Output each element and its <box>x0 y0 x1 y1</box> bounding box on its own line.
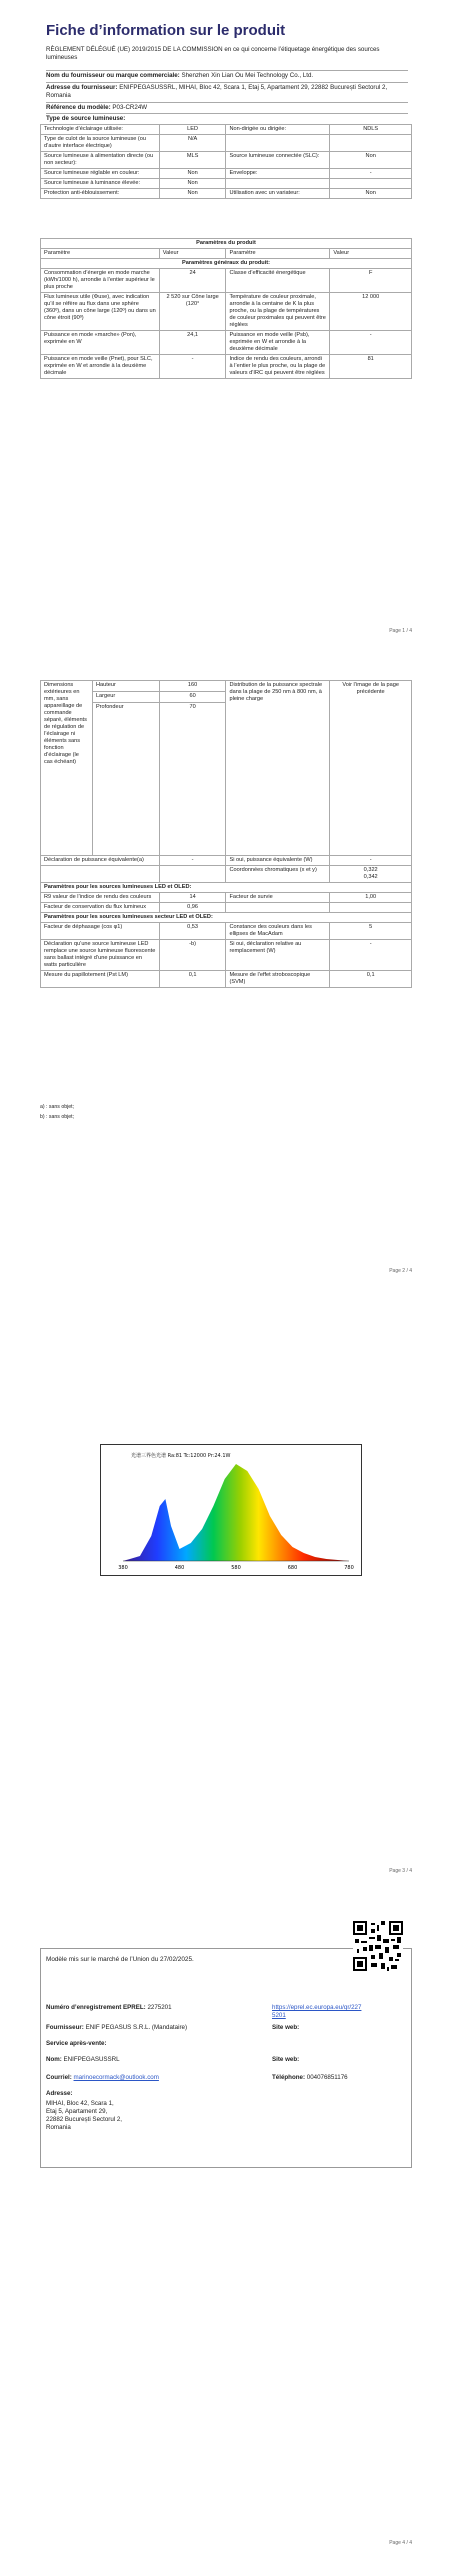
general-cell: Puissance en mode veille (Pnet), pour SLC, exprimée en W et arrondie à la deuxième décimale <box>41 355 160 379</box>
chart-title: 光谱三界色光谱 Ra:81 Tc:12000 Pr:24.1W <box>131 1453 231 1459</box>
type-cell: Source lumineuse à alimentation directe (ou non secteur): <box>41 152 160 169</box>
general-cell: 24 <box>159 269 226 293</box>
eprel-link[interactable]: https://eprel.ec.europa.eu/qr/2275201 <box>272 2004 362 2019</box>
general-cell: Indice de rendu des couleurs, arrondi à l’entier le plus proche, ou la plage de valeurs d’IRC qui peuvent être réglées <box>226 355 330 379</box>
address-line <box>46 82 408 100</box>
model-value: P03-CR24W <box>112 104 148 111</box>
table-row <box>41 940 412 971</box>
general-cell: Température de couleur proximale, arrondie à la centaine de K la plus proche, ou la plage de températures de couleur proximales qui peuvent être réglées <box>226 293 330 331</box>
type-cell: Enveloppe: <box>226 169 330 179</box>
type-cell: Non <box>159 169 226 179</box>
table-row <box>41 189 412 199</box>
x-tick-label: 780 <box>344 1565 354 1571</box>
addr-line-3: 22882 București Sectorul 2, <box>46 2116 123 2123</box>
row-value: 0,53 <box>159 923 226 940</box>
page-number: Page 1 / 4 <box>389 628 412 634</box>
type-cell <box>330 135 412 152</box>
eprel-line <box>46 2004 226 2012</box>
table-row <box>41 169 412 179</box>
type-cell: Non-dirigée ou dirigée: <box>226 125 330 135</box>
type-cell <box>330 179 412 189</box>
params-table <box>40 238 412 379</box>
row-label: Si oui, déclaration relative au remplacement (W) <box>226 940 330 971</box>
params-header-1: Paramètre <box>41 249 160 259</box>
row-label: Coordonnées chromatiques (x et y) <box>226 866 330 883</box>
light-type-title: Type de source lumineuse: <box>46 113 408 123</box>
row-label: R9 valeur de l’indice de rendu des couleurs <box>41 893 160 903</box>
type-cell: - <box>330 169 412 179</box>
general-cell: 2 520 sur Cône large (120° <box>159 293 226 331</box>
row-label: Facteur de conservation du flux lumineux <box>41 903 160 913</box>
row-label: Mesure de l’effet stroboscopique (SVM) <box>226 971 330 988</box>
table-row <box>41 355 412 379</box>
eprel-label: Numéro d’enregistrement EPREL: <box>46 2004 146 2011</box>
note-b: b) : sans objet; <box>40 1114 75 1120</box>
type-cell: MLS <box>159 152 226 169</box>
row-label: Facteur de survie <box>226 893 330 903</box>
name-value: ENIFPEGASUSSRL <box>63 2056 120 2063</box>
general-cell: - <box>159 355 226 379</box>
type-cell: Non <box>330 152 412 169</box>
table-row <box>41 179 412 189</box>
params-header-4: Valeur <box>330 249 412 259</box>
row-value: -b) <box>159 940 226 971</box>
page-title: Fiche d’information sur le produit <box>46 22 286 39</box>
type-cell: Non <box>159 179 226 189</box>
table-row <box>41 893 412 903</box>
row-label: Déclaration qu’une source lumineuse LED remplace une source lumineuse fluorescente sans ballast intégré d’une puissance en watts particulière <box>41 940 160 971</box>
dim-label-height: Hauteur <box>92 681 159 692</box>
type-cell: Source lumineuse connectée (SLC): <box>226 152 330 169</box>
type-cell: Source lumineuse à luminance élevée: <box>41 179 160 189</box>
row-value: 14 <box>159 893 226 903</box>
page-number: Page 3 / 4 <box>389 1868 412 1874</box>
market-date: Modèle mis sur le marché de l’Union du 27/02/2025. <box>46 1956 194 1963</box>
email-link[interactable]: marinoecormack@outlook.com <box>73 2074 159 2081</box>
x-tick-label: 480 <box>174 1565 185 1571</box>
x-tick-label: 580 <box>231 1565 241 1571</box>
type-cell: N/A <box>159 135 226 152</box>
type-cell <box>226 179 330 189</box>
row-value: 1,00 <box>330 893 412 903</box>
note-a: a) : sans objet; <box>40 1104 75 1110</box>
table-row <box>41 866 412 883</box>
table-row <box>41 331 412 355</box>
row-value: 0,1 <box>330 971 412 988</box>
phone-label: Téléphone: <box>272 2074 306 2081</box>
table-row <box>41 856 412 866</box>
general-cell: Puissance en mode «marche» (Pon), exprimée en W <box>41 331 160 355</box>
table-row <box>41 293 412 331</box>
page2-table <box>40 680 412 988</box>
row-label: Mesure du papillotement (Pst LM) <box>41 971 160 988</box>
supplier-label: Nom du fournisseur ou marque commerciale: <box>46 72 180 79</box>
row-value: - <box>330 940 412 971</box>
table-row <box>41 152 412 169</box>
row-label <box>226 903 330 913</box>
row-label: Si oui, puissance équivalente (W) <box>226 856 330 866</box>
type-cell: Technologie d’éclairage utilisée: <box>41 125 160 135</box>
table-row <box>41 923 412 940</box>
supplier-value-4: ENIF PEGASUS S.R.L. (Mandataire) <box>85 2024 188 2031</box>
row-value: 5 <box>330 923 412 940</box>
type-cell <box>226 135 330 152</box>
type-cell: Non <box>159 189 226 199</box>
general-cell: 81 <box>330 355 412 379</box>
general-cell: Puissance en mode veille (Psb), exprimée en W et arrondie à la deuxième décimale <box>226 331 330 355</box>
x-tick-label: 680 <box>287 1565 298 1571</box>
general-title: Paramètres généraux du produit: <box>41 259 412 269</box>
email-label: Courriel: <box>46 2074 72 2081</box>
spectral-value: Voir l’image de la page précédente <box>330 681 412 856</box>
table-row <box>41 135 412 152</box>
row-value <box>330 903 412 913</box>
row-label: Déclaration de puissance équivalente(a) <box>41 856 160 866</box>
phone-value: 004076851176 <box>306 2074 348 2081</box>
site-label-2: Site web: <box>272 2056 300 2063</box>
addr-line-4: Romania <box>46 2124 71 2131</box>
row-label: Facteur de déphasage (cos φ1) <box>41 923 160 940</box>
dim-label-width: Largeur <box>92 692 159 703</box>
type-cell: Non <box>330 189 412 199</box>
addr-label: Adresse: <box>46 2090 73 2097</box>
table-row <box>41 125 412 135</box>
page-4 <box>0 1900 452 2560</box>
general-cell: 12 000 <box>330 293 412 331</box>
name-line <box>46 2056 246 2064</box>
dims-label: Dimensions extérieures en mm, sans appareillage de commande séparé, éléments de régulation de l’éclairage ni éléments sans fonction d’éclairage (le cas échéant) <box>41 681 93 856</box>
type-cell: NDLS <box>330 125 412 135</box>
regulation-text: RÈGLEMENT DÉLÉGUÉ (UE) 2019/2015 DE LA COMMISSION en ce qui concerne l’étiquetage énergétique des sources lumineuses <box>46 46 380 61</box>
eprel-value: 2275201 <box>147 2004 172 2011</box>
table-row <box>41 269 412 293</box>
supplier-line-4 <box>46 2024 246 2032</box>
page-number: Page 4 / 4 <box>389 2540 412 2546</box>
addr-line-2: Etaj 5, Apartament 29, <box>46 2108 108 2115</box>
x-tick-label: 380 <box>118 1565 128 1571</box>
type-cell: Type de culot de la source lumineuse (ou d’autre interface électrique) <box>41 135 160 152</box>
model-line <box>46 102 408 112</box>
general-cell: 24,1 <box>159 331 226 355</box>
params-title: Paramètres du produit <box>41 239 412 249</box>
dim-label-depth: Profondeur <box>92 703 159 856</box>
address-value: ENIFPEGASUSSRL, MIHAI, Bloc 42, Scara 1, Etaj 5, Apartament 29, 22882 București Sectorul 2, Romania <box>46 84 388 99</box>
row-value: 0,322 0,342 <box>330 866 412 883</box>
qr-code-icon <box>353 1921 403 1971</box>
page-1 <box>0 0 452 650</box>
addr-line-1: MIHAI, Bloc 42, Scara 1, <box>46 2100 114 2107</box>
site-label-1: Site web: <box>272 2024 300 2031</box>
type-table <box>40 124 412 199</box>
type-cell: LED <box>159 125 226 135</box>
general-cell: Consommation d’énergie en mode marche (kWh/1000 h), arrondie à l’entier supérieur le plus proche <box>41 269 160 293</box>
general-cell: - <box>330 331 412 355</box>
table-row <box>41 971 412 988</box>
general-cell: F <box>330 269 412 293</box>
service-label: Service après-vente: <box>46 2040 107 2047</box>
dim-value-depth: 70 <box>159 703 226 856</box>
name-label: Nom: <box>46 2056 62 2063</box>
row-value: 0,1 <box>159 971 226 988</box>
params-header-2: Valeur <box>159 249 226 259</box>
supplier-value: Shenzhen Xin Lian Ou Mei Technology Co., Ltd. <box>181 72 314 79</box>
type-cell: Protection anti-éblouissement: <box>41 189 160 199</box>
row-value: 0,96 <box>159 903 226 913</box>
spectrum-chart <box>100 1444 362 1576</box>
mains-title: Paramètres pour les sources lumineuses secteur LED et OLED: <box>41 913 412 923</box>
dim-value-height: 160 <box>159 681 226 692</box>
row-value: - <box>159 856 226 866</box>
table-row <box>41 903 412 913</box>
type-cell: Source lumineuse réglable en couleur: <box>41 169 160 179</box>
dim-value-width: 60 <box>159 692 226 703</box>
supplier-label-4: Fournisseur: <box>46 2024 84 2031</box>
general-cell: Classe d’efficacité énergétique <box>226 269 330 293</box>
address-label: Adresse du fournisseur: <box>46 84 118 91</box>
row-label: Constance des couleurs dans les ellipses de MacAdam <box>226 923 330 940</box>
phone-line <box>272 2074 402 2082</box>
params-header-3: Paramètre <box>226 249 330 259</box>
supplier-line <box>46 70 408 80</box>
page-3 <box>0 1300 452 1900</box>
row-label <box>41 866 160 883</box>
page-number: Page 2 / 4 <box>389 1268 412 1274</box>
email-line <box>46 2074 246 2082</box>
general-cell: Flux lumineux utile (Φuse), avec indication qu’il se réfère au flux dans une sphère (360º), dans un cône large (120º) ou dans un cône étroit (90º) <box>41 293 160 331</box>
model-label: Référence du modèle: <box>46 104 111 111</box>
spectrum-svg <box>101 1445 361 1575</box>
spectral-label: Distribution de la puissance spectrale dans la plage de 250 nm à 800 nm, à pleine charge <box>226 681 330 856</box>
row-value <box>159 866 226 883</box>
page-2 <box>0 650 452 1300</box>
type-cell: Utilisation avec un variateur: <box>226 189 330 199</box>
led-title: Paramètres pour les sources lumineuses LED et OLED: <box>41 883 412 893</box>
spectrum-area <box>123 1464 349 1561</box>
row-value: - <box>330 856 412 866</box>
